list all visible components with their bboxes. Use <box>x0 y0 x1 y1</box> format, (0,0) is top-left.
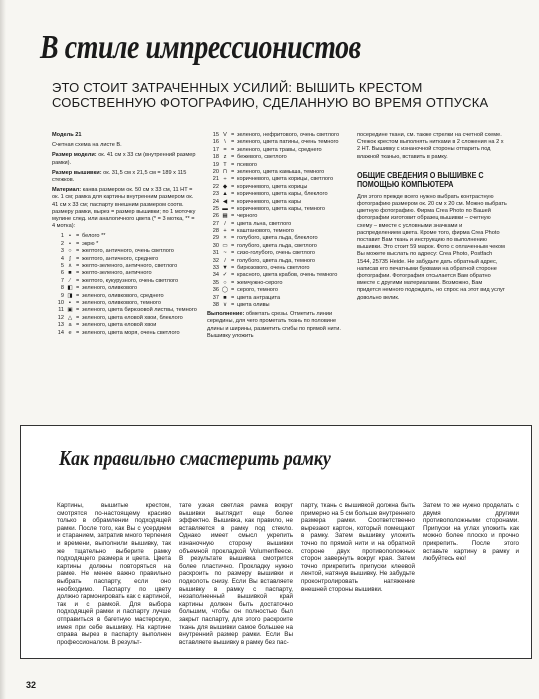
stitch-symbol-icon: ✓ <box>222 272 228 279</box>
color-legend-item <box>207 258 347 265</box>
color-number: 34 <box>212 272 219 279</box>
color-number: 31 <box>212 250 219 257</box>
stitch-symbol-icon: T <box>223 161 227 168</box>
color-name: цвета оливы <box>237 301 270 308</box>
equals-sign: = <box>76 240 80 247</box>
frame-tips-title: Как правильно смастерить рамку <box>59 446 331 470</box>
instructions-column-3 <box>357 132 507 305</box>
color-legend-item <box>207 139 347 146</box>
frame-tips-column-2: тате узкая светлая рамка вокруг вышивки выглядит еще более эффектно. Вышивка, как правило, не вставляется в рамку под стекло. Однако имеет смысл укрепить изнаночную сторону вышивки объемной прокладкой Volumenfleece. В результате вышивка смотрится более пластично. Прокладку нужно раскроить по размеру вышивки и подколоть снизу. Если Вы вставляете вышивку в рамку с паспарту, незаполненный вышивкой край картины должен быть достаточно большим, чтобы он полностью был закрыт паспарту, для этого раскроите ткань для вышивки самое большее на внутренний размер рамки. Если Вы вставляете вышивку в рамку без пас- <box>179 502 293 646</box>
color-number: 18 <box>212 154 219 161</box>
color-name: жемчужно-серого <box>237 279 283 286</box>
equals-sign: = <box>231 301 235 308</box>
color-number: 8 <box>60 285 64 292</box>
equals-sign: = <box>231 235 235 242</box>
color-name: бежевого, светлого <box>237 154 287 161</box>
color-number: 33 <box>212 265 219 272</box>
model-size-label: Размер модели: <box>52 152 97 159</box>
page-number: 32 <box>26 680 37 690</box>
color-legend-item <box>52 263 197 270</box>
execution-continued: посередине ткани, см. также стрелки на счетной схеме. Стежок крестом выполнять нитками в 2 сложения на 2 х 2 НТ. Вышивку с изнаночной стороны отпарить под влажной тканью, вставить в рамку. <box>357 132 504 160</box>
color-legend-item <box>52 270 197 277</box>
color-legend-item <box>52 241 197 248</box>
stitch-symbol-icon: △ <box>67 314 73 321</box>
stitch-symbol-icon: a <box>68 322 72 329</box>
color-name: коричневого, цвета кары <box>237 198 302 205</box>
color-legend-item <box>207 176 347 183</box>
frame-tips-column-4: Затем то же нужно проделать с двумя другими противоположными сторонами. Припуски на углах уложить как можно более плоско и прочно прикрепить. После этого вставьте картину в рамку и любуйтесь ею! <box>423 502 519 563</box>
equals-sign: = <box>231 228 235 235</box>
stitch-symbol-icon: • <box>69 240 71 247</box>
color-legend-item <box>52 307 197 314</box>
color-number: 14 <box>57 329 64 336</box>
stitch-symbol-icon: ▦ <box>222 213 228 220</box>
color-name: желто-зеленого, античного <box>82 270 152 277</box>
stitch-symbol-icon: / <box>224 220 226 227</box>
color-number: 27 <box>212 220 219 227</box>
color-number: 29 <box>212 235 219 242</box>
model-size <box>52 152 197 166</box>
color-name: зеленого, оливкового, среднего <box>82 292 164 299</box>
color-number: 11 <box>58 307 64 314</box>
color-legend-item <box>52 293 197 300</box>
equals-sign: = <box>76 248 80 255</box>
stitch-symbol-icon: ▭ <box>222 242 228 249</box>
color-name: цвета антрацита <box>237 294 281 301</box>
color-name: голубого, цвета льда, светлого <box>237 242 317 249</box>
color-legend-item <box>207 302 347 309</box>
stitch-symbol-icon: ʃ <box>69 255 71 262</box>
color-legend-item <box>207 147 347 154</box>
equals-sign: = <box>231 220 235 227</box>
color-legend-item <box>207 235 347 242</box>
color-name: зеленого, цвета моря, очень светлого <box>82 329 180 336</box>
color-number: 35 <box>212 279 219 286</box>
stitch-symbol-icon: ▼ <box>222 265 228 272</box>
computer-section-text: Для этого прежде всего нужно выбрать контрастную фотографию размером ок. 20 см х 20 см. Можно выбрать цветную фотографию. Фирма Crea Photo по Вашей фотографии изготовит образец вышивки – счетную схему – вместе с условными значками и распределением цвета. Кроме того, фирма Crea Photo поставит Вам ткань и инструкцию по выполнению вышивки. Это стоит 59 марок. Фото с оплаченным чеком Вы можете выслать по адресу: Crea Photo, Postfach 1544, 25735 Heide. Не забудьте дать обратный адрес, написав его печатными буквами на обратной стороне фотографии. Фотография отсылается Вам обратно вместе с другими материалами. Возможно, Вам придется немного подождать, но спрос на этот вид услуг довольно велик. <box>357 193 507 301</box>
stitch-symbol-icon: = <box>223 146 227 153</box>
color-legend-item <box>207 206 347 213</box>
color-name: зеленого, нефритового, очень светлого <box>237 132 340 138</box>
stitch-symbol-icon: / <box>224 257 226 264</box>
stitch-symbol-icon: × <box>223 235 227 242</box>
equals-sign: = <box>231 132 235 138</box>
color-number: 32 <box>212 257 219 264</box>
execution-text: обметать срезы. Отметить линии середины, для чего прометать ткань по половине длины и ширины, разметить сгибы по прямой нити. Вышивку уложить <box>207 311 341 339</box>
color-number: 9 <box>60 292 64 299</box>
color-name: зеленого, цвета еловой хвои, блеклого <box>82 314 183 321</box>
embroidery-size-text: ок. 31,5 см х 21,5 см = 189 х 115 стежков. <box>52 169 187 184</box>
stitch-symbol-icon: ▪ <box>69 299 71 306</box>
stitch-symbol-icon: ▣ <box>67 307 73 314</box>
color-legend-item <box>207 191 347 198</box>
equals-sign: = <box>231 257 235 264</box>
color-number: 6 <box>60 270 64 277</box>
stitch-symbol-icon: ◀ <box>222 198 228 205</box>
color-name: зеленого, оливкового, темного <box>82 299 161 306</box>
color-legend-item <box>207 154 347 161</box>
equals-sign: = <box>231 191 235 198</box>
color-legend-item <box>207 287 347 294</box>
equals-sign: = <box>231 168 235 175</box>
color-legend-item <box>52 233 197 240</box>
color-name: псевого <box>237 161 257 168</box>
stitch-symbol-icon: ◧ <box>67 285 73 292</box>
page-subtitle: ЭТО СТОИТ ЗАТРАЧЕННЫХ УСИЛИЙ: ВЫШИТЬ КРЕСТОМ СОБСТВЕННУЮ ФОТОГРАФИЮ, СДЕЛАННУЮ ВО ВРЕМЯ ОТПУСКА <box>52 80 489 110</box>
color-name: зеленого, цвета бирюзовой листвы, темного <box>82 307 197 314</box>
color-name: зеленого, цвета камыша, темного <box>237 168 325 175</box>
stitch-symbol-icon: z <box>223 154 227 161</box>
color-legend-item <box>207 295 347 302</box>
color-legend-item <box>52 285 197 292</box>
color-number: 37 <box>212 294 219 301</box>
color-name: коричневого, цвета корицы <box>237 183 308 190</box>
color-name: голубого, цвета льда, темного <box>237 257 316 264</box>
color-legend-item <box>207 272 347 279</box>
equals-sign: = <box>231 161 235 168</box>
equals-sign: = <box>231 146 235 153</box>
color-legend-list-2 <box>207 132 347 309</box>
color-number: 26 <box>212 213 219 220</box>
color-number: 28 <box>212 228 219 235</box>
equals-sign: = <box>76 255 80 262</box>
equals-sign: = <box>76 307 80 314</box>
color-legend-item <box>207 280 347 287</box>
embroidery-size-label: Размер вышивки: <box>52 169 102 176</box>
stitch-symbol-icon: \ <box>224 139 226 146</box>
color-name: коричневого, цвета кары, темного <box>237 205 325 212</box>
equals-sign: = <box>76 322 80 329</box>
color-legend-item <box>207 243 347 250</box>
color-name: каштанового, темного <box>237 228 294 235</box>
color-name: голубого, цвета льда, блеклого <box>237 235 318 242</box>
stitch-symbol-icon: ⁄ <box>69 277 71 284</box>
stitch-symbol-icon: ⊓ <box>222 168 228 175</box>
color-number: 5 <box>60 263 64 269</box>
instructions-column-2 <box>207 132 347 343</box>
execution <box>207 311 347 340</box>
page-title: В стиле импрессионистов <box>40 29 361 66</box>
material-text: канва размером ок. 50 см х 33 см, 11 НТ = ок. 1 см; рамка для картины внутренним размером ок. 41 см х 33 см; паспарту внешним размером соотв. размеру рамки, вырез = размер вышивки; по 1 моточку мулине след. или аналогичного цвета (* = 3 мотка, ** = 4 мотка): <box>52 187 196 230</box>
stitch-symbol-icon: ○ <box>68 248 72 255</box>
equals-sign: = <box>76 285 80 292</box>
color-legend-item <box>52 330 197 337</box>
computer-section-heading: ОБЩИЕ СВЕДЕНИЯ О ВЫШИВКЕ С ПОМОЩЬЮ КОМПЬЮТЕРА <box>357 170 484 190</box>
model-size-text: ок. 41 см х 33 см (внутренний размер рамки). <box>52 152 196 166</box>
execution-label: Выполнение: <box>207 311 245 318</box>
color-name: экрю * <box>82 240 99 247</box>
color-legend-item <box>207 213 347 220</box>
color-legend-item <box>52 315 197 322</box>
color-number: 16 <box>212 139 219 146</box>
equals-sign: = <box>231 183 235 190</box>
color-legend-list-1 <box>52 233 197 336</box>
stitch-symbol-icon: ~ <box>223 250 227 257</box>
stitch-symbol-icon: ∨ <box>222 301 228 308</box>
color-name: сизо-голубого, очень светлого <box>237 250 315 257</box>
stitch-symbol-icon: ■ <box>223 294 227 301</box>
stitch-symbol-icon: e <box>68 329 72 336</box>
instructions-column-1 <box>52 132 197 337</box>
color-number: 2 <box>60 240 64 247</box>
frame-tips-column-3: парту, ткань с вышивкой должна быть примерно на 5 см больше внутреннего размера рамки. Соответственно вырезают картон, который помещают в рамку. Затем вышивку уложить точно по прямой нити и на обратной стороне двух противоположных сторон завернуть вокруг края. Затем точно прикрепить припуски клеевой лентой, натянув вышивку. Не забудьте проконтролировать натяжение внешней стороны вышивки. <box>301 502 415 593</box>
equals-sign: = <box>76 299 80 306</box>
color-number: 12 <box>57 314 64 321</box>
equals-sign: = <box>231 272 235 279</box>
equals-sign: = <box>76 270 80 277</box>
color-legend-item <box>207 199 347 206</box>
color-number: 25 <box>212 205 219 212</box>
equals-sign: = <box>231 176 235 183</box>
material <box>52 187 197 230</box>
color-name: коричневого, цвета корицы, светлого <box>237 176 334 183</box>
color-name: желтого, кукурузного, очень светлого <box>82 277 179 284</box>
stitch-symbol-icon: • <box>69 233 71 240</box>
stitch-symbol-icon: ◯ <box>221 287 229 294</box>
stitch-symbol-icon: ÷ <box>223 176 227 183</box>
equals-sign: = <box>231 294 235 301</box>
color-number: 21 <box>212 176 219 183</box>
color-name: цвета льна, светлого <box>237 220 292 227</box>
color-legend-item <box>207 265 347 272</box>
color-name: желто-зеленого, античного, светлого <box>82 263 178 269</box>
color-legend-item <box>207 162 347 169</box>
color-legend-item <box>207 169 347 176</box>
stitch-symbol-icon: ■ <box>68 270 72 277</box>
equals-sign: = <box>76 277 80 284</box>
color-number: 1 <box>60 233 64 240</box>
model-scheme: Счетная схема на листе В. <box>52 142 122 149</box>
equals-sign: = <box>231 287 235 294</box>
color-name: зеленого, цвета еловой хвои <box>82 322 157 329</box>
color-name: красного, цвета крабов, очень темного <box>237 272 338 279</box>
equals-sign: = <box>231 250 235 257</box>
color-legend-item <box>52 322 197 329</box>
equals-sign: = <box>231 205 235 212</box>
equals-sign: = <box>231 279 235 286</box>
color-number: 15 <box>212 132 219 138</box>
stitch-symbol-icon: V <box>223 132 227 138</box>
equals-sign: = <box>76 263 80 269</box>
color-number: 22 <box>212 183 219 190</box>
stitch-symbol-icon: ○ <box>223 279 227 286</box>
equals-sign: = <box>231 213 235 220</box>
color-number: 3 <box>60 248 64 255</box>
color-number: 24 <box>212 198 219 205</box>
color-number: 4 <box>60 255 64 262</box>
equals-sign: = <box>231 154 235 161</box>
stitch-symbol-icon: ◆ <box>222 183 228 190</box>
equals-sign: = <box>76 292 80 299</box>
color-number: 17 <box>212 146 219 153</box>
equals-sign: = <box>76 314 80 321</box>
color-number: 30 <box>212 242 219 249</box>
model-name: Модель 21 <box>52 132 82 138</box>
equals-sign: = <box>76 233 80 240</box>
equals-sign: = <box>231 198 235 205</box>
color-name: зеленого, цвета патины, очень темного <box>237 139 339 146</box>
color-name: зеленого, оливкового <box>82 285 138 292</box>
color-number: 38 <box>212 301 219 308</box>
color-name: бирюзового, очень светлого <box>237 265 310 272</box>
color-legend-item <box>207 228 347 235</box>
stitch-symbol-icon: ▲ <box>222 191 228 198</box>
stitch-symbol-icon: ∧ <box>67 263 73 269</box>
color-legend-item <box>52 256 197 263</box>
color-name: белого ** <box>82 233 106 240</box>
color-name: зеленого, цвета травы, среднего <box>237 146 322 153</box>
color-number: 36 <box>212 287 219 294</box>
color-number: 23 <box>212 191 219 198</box>
color-legend-item <box>207 184 347 191</box>
color-number: 10 <box>57 299 64 306</box>
page-binding-shadow <box>0 0 6 699</box>
equals-sign: = <box>231 242 235 249</box>
color-legend-item <box>207 221 347 228</box>
color-number: 13 <box>57 322 64 329</box>
embroidery-size <box>52 170 197 184</box>
color-name: желтого, античного, очень светлого <box>82 248 174 255</box>
color-legend-item <box>207 132 347 139</box>
color-number: 7 <box>60 277 64 284</box>
stitch-symbol-icon: + <box>223 228 227 235</box>
color-number: 20 <box>212 168 219 175</box>
equals-sign: = <box>231 139 235 146</box>
stitch-symbol-icon: ◨ <box>67 292 73 299</box>
color-legend-item <box>52 248 197 255</box>
color-name: черного <box>237 213 258 220</box>
color-legend-item <box>52 278 197 285</box>
color-number: 19 <box>212 161 219 168</box>
color-name: серого, темного <box>237 287 278 294</box>
stitch-symbol-icon: ▬ <box>222 205 228 212</box>
equals-sign: = <box>231 265 235 272</box>
color-name: желтого, античного, среднего <box>82 255 159 262</box>
color-name: коричневого, цвета кары, блеклого <box>237 191 328 198</box>
frame-tips-box <box>20 425 532 659</box>
material-label: Материал: <box>52 187 82 194</box>
equals-sign: = <box>76 329 80 336</box>
color-legend-item <box>207 250 347 257</box>
frame-tips-column-1: Картины, вышитые крестом, смотрятся по-настоящему красиво только в обрамлении подходящей рамки. После того, как Вы с усердием и старанием, затратив много терпения и времени, выполнили вышивку, так же тщательно выберите рамку подходящего размера и цвета. Цвета картины должны повторяться на рамке. Не менее важно правильно выбрать паспарту, если оно необходимо. Паспарту по цвету должно гармонировать как с картиной, так и с рамкой. Для выбора подходящей рамки и паспарту лучше отправиться в багетную мастерскую, имея при себе вышивку. На картине справа вырез в паспарту выполнен профессионалом. В результ- <box>57 502 171 646</box>
